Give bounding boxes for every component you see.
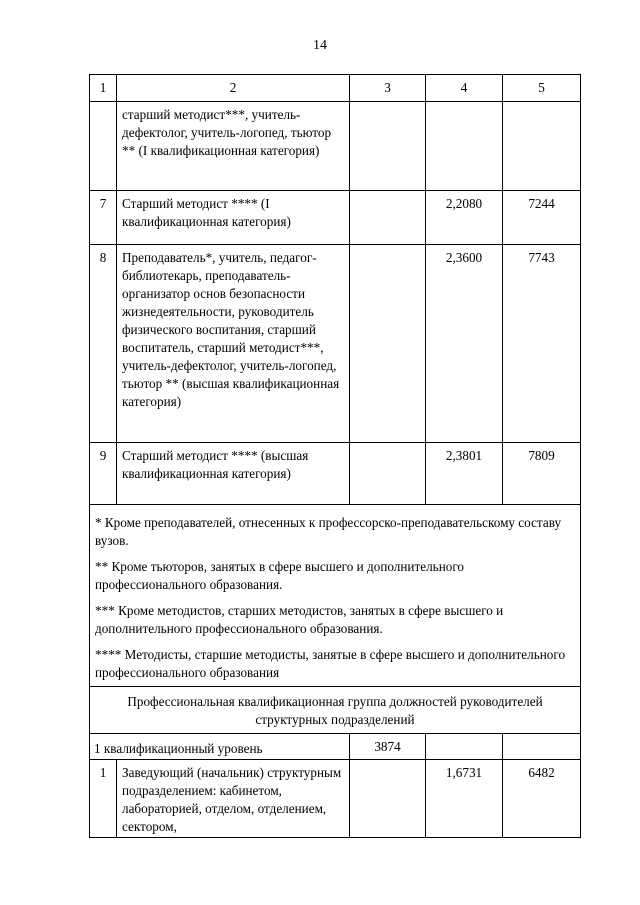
position-name: Старший методист **** (I квалификационная категория) bbox=[117, 191, 350, 245]
salary-table bbox=[89, 74, 581, 838]
level-salary bbox=[350, 443, 426, 505]
group-row bbox=[90, 687, 581, 734]
coefficient: 2,2080 bbox=[426, 191, 503, 245]
position-name: Заведующий (начальник) структурным подразделением: кабинетом, лабораторией, отделом, отделением, сектором, bbox=[117, 760, 350, 838]
coefficient: 2,3801 bbox=[426, 443, 503, 505]
coefficient bbox=[426, 102, 503, 191]
level-salary bbox=[350, 245, 426, 443]
table-row bbox=[90, 245, 581, 443]
footnote: * Кроме преподавателей, отнесенных к профессорско-преподавательскому составу вузов. bbox=[95, 515, 562, 548]
empty-cell bbox=[503, 734, 581, 760]
table-header-row bbox=[90, 75, 581, 102]
row-number: 1 bbox=[90, 760, 117, 838]
column-header: 2 bbox=[117, 75, 350, 102]
salary bbox=[503, 102, 581, 191]
salary: 7809 bbox=[503, 443, 581, 505]
salary: 7244 bbox=[503, 191, 581, 245]
group-title: Профессиональная квалификационная группа должностей руководителей структурных подразделений bbox=[90, 687, 581, 734]
footnote: *** Кроме методистов, старших методистов, занятых в сфере высшего и дополнительного профессионального образования. bbox=[95, 603, 504, 636]
level-salary bbox=[350, 191, 426, 245]
footnote: ** Кроме тьюторов, занятых в сфере высшего и дополнительного профессионального образования. bbox=[95, 559, 465, 592]
footnotes bbox=[90, 505, 581, 687]
position-name: Преподаватель*, учитель, педагог-библиотекарь, преподаватель-организатор основ безопасности жизнедеятельности, руководитель физического воспитания, старший воспитатель, старший методист***, учитель-дефектолог, учитель-логопед, тьютор ** (высшая квалификационная категория) bbox=[117, 245, 350, 443]
table-row bbox=[90, 760, 581, 838]
level-salary bbox=[350, 760, 426, 838]
row-number bbox=[90, 102, 117, 191]
column-header: 5 bbox=[503, 75, 581, 102]
column-header: 1 bbox=[90, 75, 117, 102]
position-name: Старший методист **** (высшая квалификационная категория) bbox=[117, 443, 350, 505]
row-number: 8 bbox=[90, 245, 117, 443]
qualification-level-salary: 3874 bbox=[350, 734, 426, 760]
position-name: старший методист***, учитель-дефектолог, учитель-логопед, тьютор ** (I квалификационная категория) bbox=[117, 102, 350, 191]
column-header: 3 bbox=[350, 75, 426, 102]
qualification-level-label: 1 квалификационный уровень bbox=[90, 734, 350, 760]
page-number: 14 bbox=[313, 38, 327, 53]
column-header: 4 bbox=[426, 75, 503, 102]
table-row bbox=[90, 191, 581, 245]
coefficient: 1,6731 bbox=[426, 760, 503, 838]
level-row bbox=[90, 734, 581, 760]
salary: 6482 bbox=[503, 760, 581, 838]
empty-cell bbox=[426, 734, 503, 760]
level-salary bbox=[350, 102, 426, 191]
row-number: 7 bbox=[90, 191, 117, 245]
table-row bbox=[90, 102, 581, 191]
row-number: 9 bbox=[90, 443, 117, 505]
table-row bbox=[90, 443, 581, 505]
notes-row bbox=[90, 505, 581, 687]
footnote: **** Методисты, старшие методисты, занятые в сфере высшего и дополнительного профессионального образования bbox=[95, 647, 566, 680]
salary: 7743 bbox=[503, 245, 581, 443]
coefficient: 2,3600 bbox=[426, 245, 503, 443]
